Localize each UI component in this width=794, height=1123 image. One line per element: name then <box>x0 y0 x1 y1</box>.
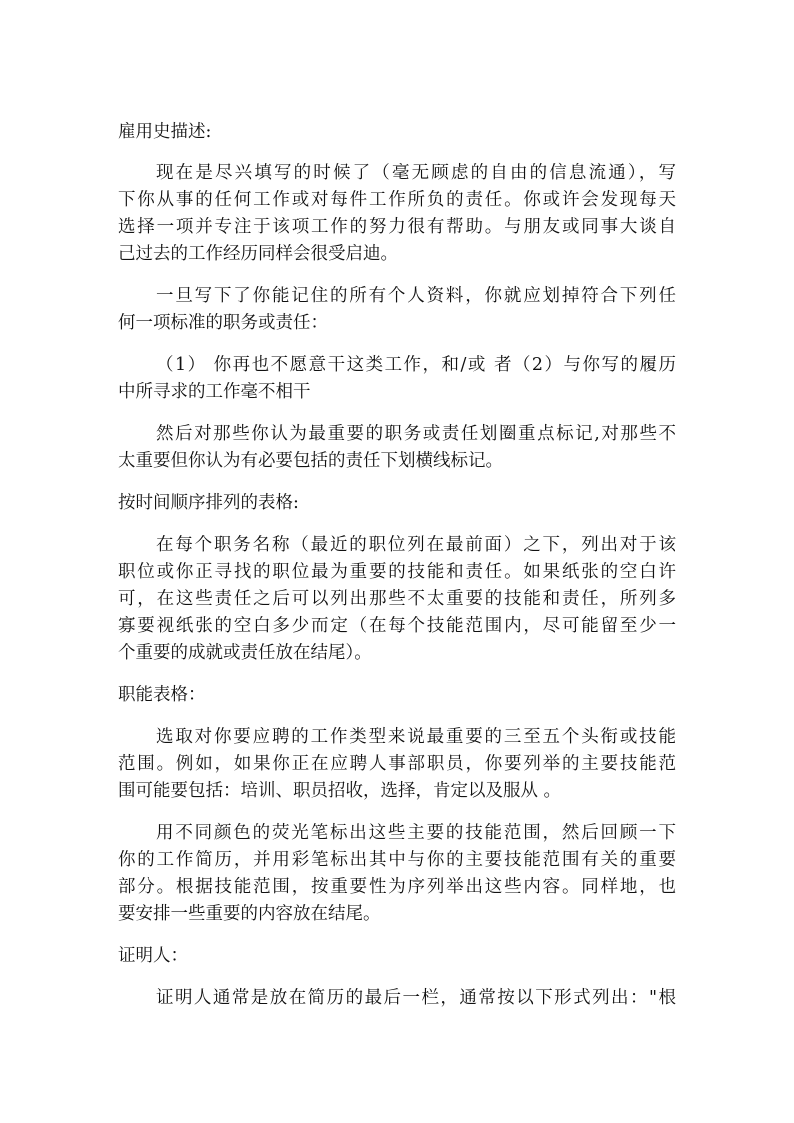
paragraph-line: 中所寻求的工作毫不相干 <box>118 382 311 402</box>
paragraph-line: 选取对你要应聘的工作类型来说最重要的三至五个头衔或技能 <box>156 727 676 747</box>
paragraph-line: 太重要但你认为有必要包括的责任下划横线标记。 <box>118 451 503 471</box>
section-heading-functional: 职能表格： <box>118 685 206 705</box>
paragraph-line: 个重要的成就或责任放在结尾）。 <box>118 643 372 663</box>
paragraph-line: 己过去的工作经历同样会很受启迪。 <box>118 244 398 264</box>
paragraph-line: 用不同颜色的荧光笔标出这些主要的技能范围，然后回顾一下 <box>156 823 676 843</box>
paragraph-line: 范围。例如，如果你正在应聘人事部职员，你要列举的主要技能范 <box>118 754 676 774</box>
paragraph-line: 要安排一些重要的内容放在结尾。 <box>118 904 381 924</box>
paragraph-line: 围可能要包括：培训、职员招收，选择，肯定以及服从 。 <box>118 781 562 801</box>
paragraph-line: 然后对那些你认为最重要的职务或责任划圈重点标记,对那些不 <box>156 424 676 444</box>
paragraph-line: 部分。根据技能范围，按重要性为序列举出这些内容。同样地，也 <box>118 877 676 897</box>
paragraph-line: （1） 你再也不愿意干这类工作，和/或 者（2）与你写的履历 <box>156 355 676 375</box>
paragraph-line: 一旦写下了你能记住的所有个人资料，你就应划掉符合下列任 <box>156 286 676 306</box>
section-heading-chronological: 按时间顺序排列的表格: <box>118 493 299 513</box>
section-heading-employment-history: 雇用史描述: <box>118 122 212 142</box>
paragraph-line: 何一项标准的职务或责任： <box>118 313 328 333</box>
section-heading-references: 证明人： <box>118 946 188 966</box>
paragraph-line: 寡要视纸张的空白多少而定（在每个技能范围内，尽可能留至少一 <box>118 616 676 636</box>
paragraph-line: 职位或你正寻找的职位最为重要的技能和责任。如果纸张的空白许 <box>118 562 676 582</box>
paragraph-line: 现在是尽兴填写的时候了（毫无顾虑的自由的信息流通），写 <box>156 163 676 183</box>
paragraph-line: 你的工作简历，并用彩笔标出其中与你的主要技能范围有关的重要 <box>118 850 676 870</box>
paragraph-line: 证明人通常是放在简历的最后一栏，通常按以下形式列出："根 <box>156 988 676 1008</box>
paragraph-line: 下你从事的任何工作或对每件工作所负的责任。你或许会发现每天 <box>118 190 676 210</box>
paragraph-line: 可，在这些责任之后可以列出那些不太重要的技能和责任，所列多 <box>118 589 676 609</box>
paragraph-line: 在每个职务名称（最近的职位列在最前面）之下，列出对于该 <box>156 535 676 555</box>
paragraph-line: 选择一项并专注于该项工作的努力很有帮助。与朋友或同事大谈自 <box>118 217 676 237</box>
